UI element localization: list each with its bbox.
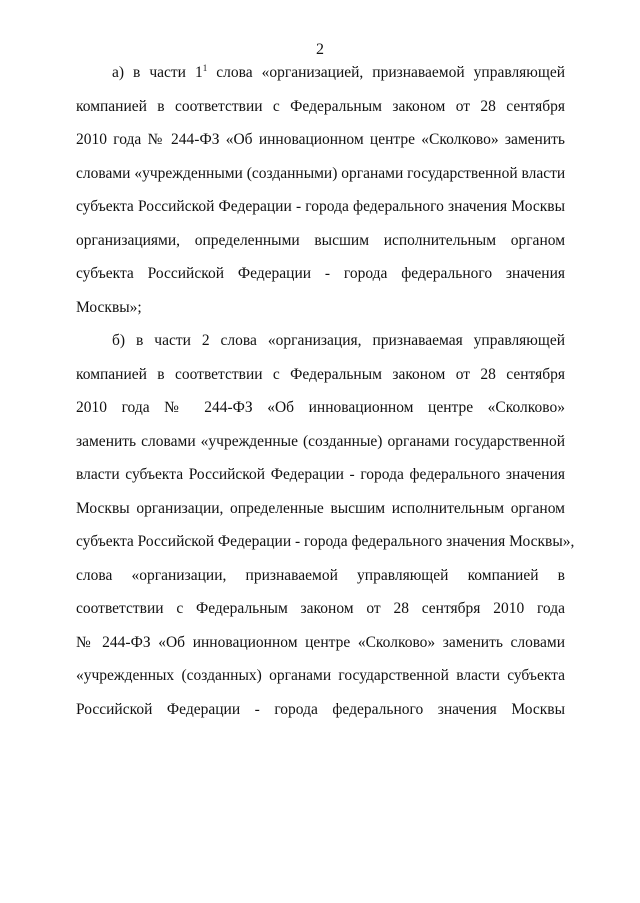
paragraph-a-line-3: 2010 года № 244-ФЗ «Об инновационном центре «Сколково» заменить <box>76 131 565 148</box>
paragraph-b-line-4: заменить словами «учрежденные (созданные) органами государственной <box>76 432 565 450</box>
paragraph-b-line-6: Москвы организации, определенные высшим исполнительным органом <box>76 499 565 517</box>
paragraph-b-line-11: «учрежденных (созданных) органами государственной власти субъекта <box>76 667 565 684</box>
paragraph-a-line-1-prefix: а) в части 1 <box>112 64 203 81</box>
paragraph-b-line-10: № 244-ФЗ «Об инновационном центре «Сколково» заменить словами <box>76 633 565 651</box>
paragraph-a-line-7: субъекта Российской Федерации - города федерального значения <box>76 265 565 282</box>
paragraph-b-line-2: компанией в соответствии с Федеральным законом от 28 сентября <box>76 365 565 383</box>
page-number: 2 <box>316 41 324 58</box>
paragraph-b-line-3: 2010 года № 244-ФЗ «Об инновационном центре «Сколково» <box>76 399 565 416</box>
paragraph-a-line-4: словами «учрежденными (созданными) органами государственной власти <box>76 164 566 182</box>
document-body <box>76 56 575 726</box>
paragraph-b-line-8: слова «организации, признаваемой управляющей компанией в <box>76 566 565 584</box>
paragraph-a-line-2: компанией в соответствии с Федеральным законом от 28 сентября <box>76 97 565 115</box>
footnote-superscript: 1 <box>202 62 208 73</box>
paragraph-a-line-6: организациями, определенными высшим исполнительным органом <box>76 231 565 249</box>
paragraph-a-line-1-suffix: слова «организацией, признаваемой управляющей <box>207 64 566 81</box>
paragraph-a-line-1 <box>76 56 565 90</box>
paragraph-a-line-8: Москвы»; <box>76 298 142 316</box>
paragraph-b-line-12: Российской Федерации - города федерального значения Москвы <box>76 700 565 718</box>
paragraph-b-line-9: соответствии с Федеральным законом от 28 сентября 2010 года <box>76 600 565 617</box>
paragraph-b-line-7: субъекта Российской Федерации - города федерального значения Москвы», <box>76 533 575 550</box>
paragraph-b-line-1: б) в части 2 слова «организация, признаваемая управляющей <box>112 332 565 349</box>
paragraph-a-line-5: субъекта Российской Федерации - города федерального значения Москвы <box>76 198 565 215</box>
paragraph-b-line-5: власти субъекта Российской Федерации - города федерального значения <box>76 466 565 483</box>
